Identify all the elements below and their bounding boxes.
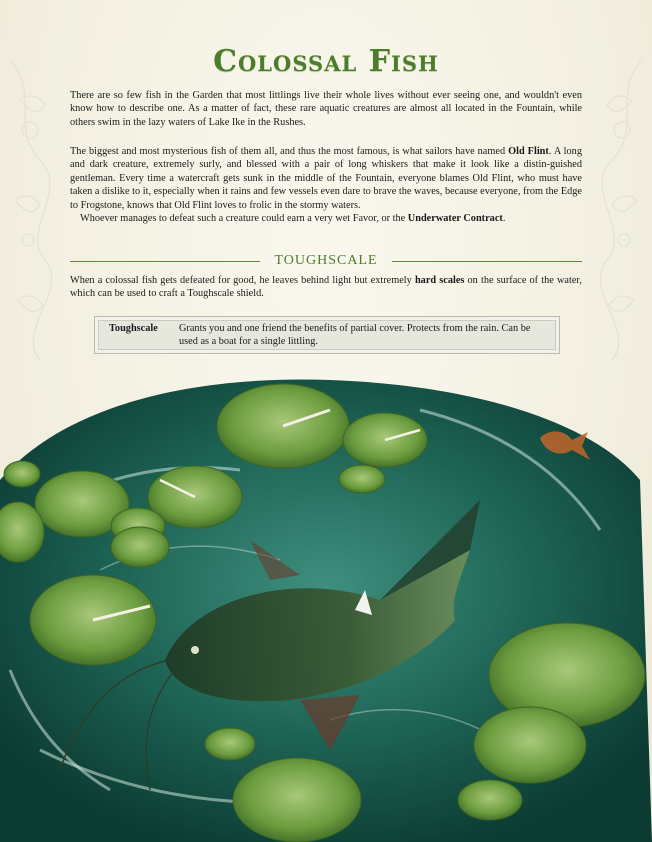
underwater-contract: Underwater Contract [407, 213, 503, 225]
stat-name: Toughscale [109, 323, 158, 334]
lily-pad [233, 758, 361, 842]
section-heading [70, 253, 582, 269]
toughscale-text-a: When a colossal fish gets defeated for good, he leaves behind light but extremely [70, 275, 415, 286]
stat-block [94, 316, 560, 354]
page-title: Colossal Fish [213, 44, 439, 79]
flint-text-a: The biggest and most mysterious fish of them all, and thus the most famous, is what sailors have named [70, 146, 509, 157]
favor-text-a: Whoever manages to defeat such a creature could earn a very wet Favor, or the [80, 213, 408, 225]
toughscale-text-b: on the surface of the water, which can be used to craft a Toughscale shield. [70, 275, 582, 300]
lily-pad [30, 575, 156, 665]
old-flint-paragraph [70, 145, 582, 225]
section-title: TOUGHSCALE [274, 253, 378, 268]
toughscale-paragraph [70, 274, 582, 301]
lily-pad [343, 413, 427, 467]
lily-pad [458, 780, 522, 820]
pond-illustration [0, 370, 652, 842]
favor-text-b: . [502, 213, 506, 225]
lily-pad [217, 384, 349, 468]
favor-paragraph [70, 212, 582, 225]
intro-paragraph: There are so few fish in the Garden that most littlings live their whole lives without ever seeing one, and wouldn't even know how to describe one. As a matter of fact, these rare aquatic creatures are almost all located in the Fountain, while others swim in the lazy waters of Lake Ike in the Rushes. [70, 90, 582, 128]
lily-pad [4, 461, 40, 487]
lily-pad [474, 707, 586, 783]
hard-scales: hard scales [414, 275, 465, 286]
lily-pad [205, 728, 255, 760]
lily-pad [111, 527, 169, 567]
stat-description: Grants you and one friend the benefits of partial cover. Protects from the rain. Can be used as a boat for a single littling. [179, 323, 531, 347]
old-flint-name: Old Flint [508, 146, 549, 157]
lily-pad [339, 465, 385, 493]
flint-text-b: . A long and dark creature, extremely surly, and blessed with a pair of long whiskers that make it look like a distin-guished gentleman. Every time a watercraft gets sunk in the middle of the Fountain, everyone blames Old Flint, who must have taken a dislike to it, especially when it rains and few vessels even dare to brave the waves, because everyone, from the Edge to Frogstone, knows that Old Flint loves to frolic in the stormy waters. [70, 146, 582, 211]
section-rule-right [392, 261, 582, 262]
